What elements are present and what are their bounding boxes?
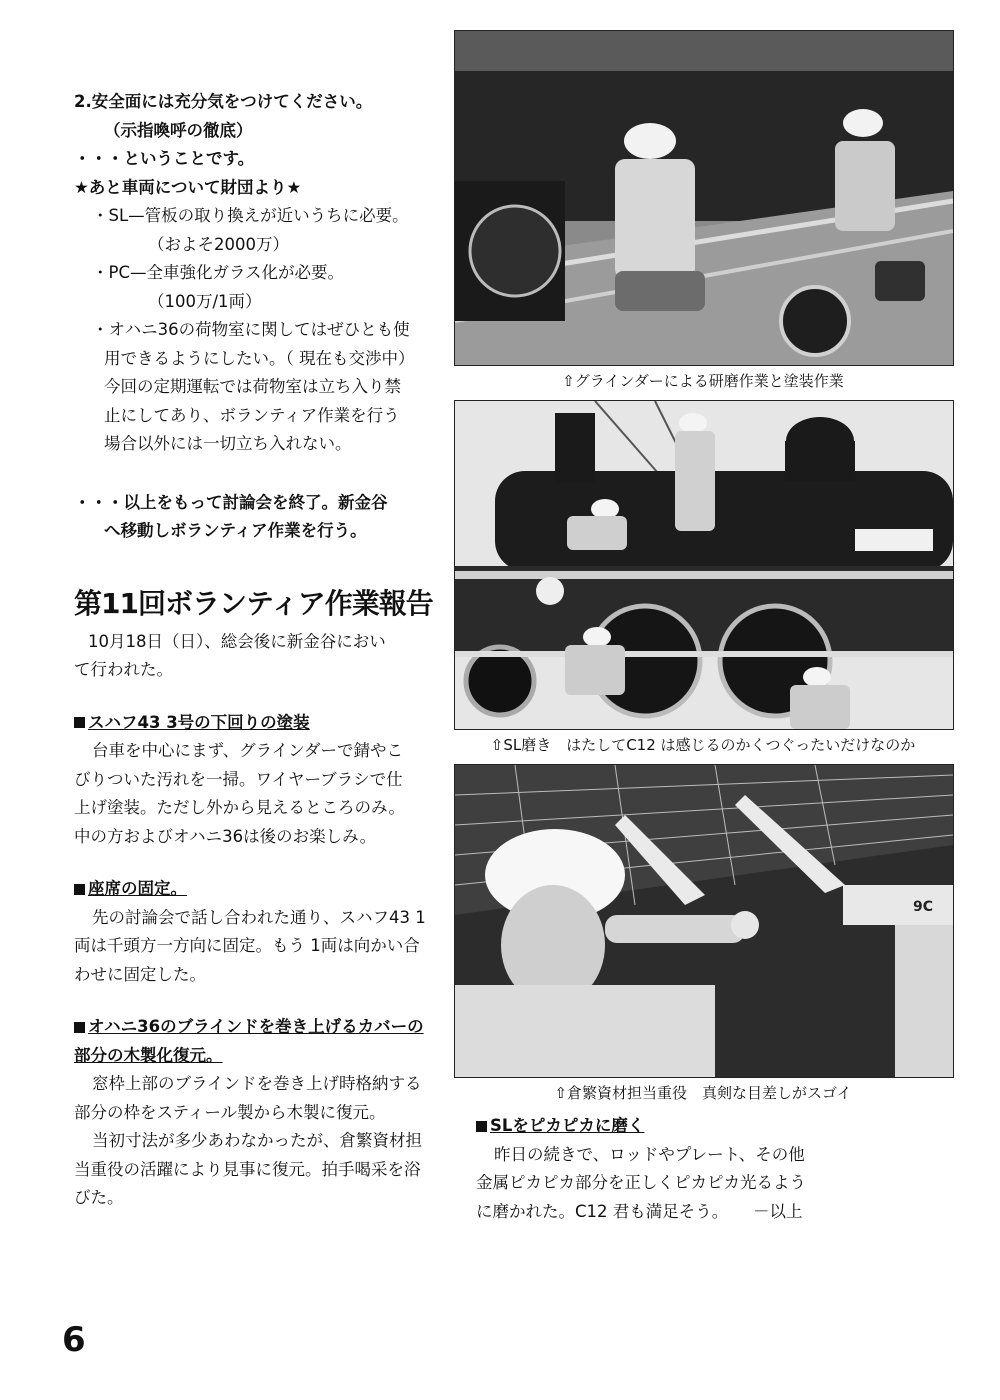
safety-note: （示指喚呼の徹底）: [104, 120, 253, 140]
section-sl-polish-text-1: 昨日の続きで、ロッドやプレート、その他: [494, 1144, 805, 1164]
section-blind-text-3: 当初寸法が多少あわなかったが、倉繁資材担: [92, 1131, 422, 1150]
sl-item: ・SL—管板の取り換えが近いうちに必要。: [92, 206, 409, 225]
grinding-photo-illustration: [455, 31, 953, 365]
pc-cost: （100万/1両）: [148, 291, 262, 311]
caption-materials-officer: ⇧倉繁資材担当重役 真剣な目差しがスゴイ: [554, 1084, 852, 1102]
section-blind-text-2: 部分の枠をスティール製から木製に復元。: [74, 1102, 386, 1122]
square-bullet-icon: [476, 1121, 487, 1132]
pc-item: ・PC—全車強化ガラス化が必要。: [92, 263, 344, 282]
worker-photo-illustration: [455, 765, 953, 1077]
section-seat-heading: 座席の固定。: [74, 875, 444, 904]
report-title: 第11回ボランティア作業報告: [74, 586, 433, 620]
ohani-item-1: ・オハニ36の荷物室に関してはぜひとも使: [92, 320, 410, 339]
section-suhafu-heading: スハフ43 3号の下回りの塗装: [74, 709, 444, 738]
intro-line-2: て行われた。: [74, 660, 173, 679]
square-bullet-icon: [74, 1022, 85, 1033]
page-number: 6: [62, 1320, 86, 1360]
square-bullet-icon: [74, 717, 85, 728]
photo-sl-polishing: [454, 400, 954, 730]
section-sl-polish-text-2: 金属ピカピカ部分を正しくピカピカ光るよう: [476, 1173, 806, 1192]
section-blind-text-5: びた。: [74, 1188, 124, 1207]
closing-line-1: ・・・以上をもって討論会を終了。新金谷: [74, 492, 388, 512]
caption-sl-polishing: ⇧SL磨き はたしてC12 は感じるのかくつぐったいだけなのか: [490, 736, 916, 754]
square-bullet-icon: [74, 884, 85, 895]
section-blind-text-4: 当重役の活躍により見事に復元。拍手喝采を浴: [74, 1159, 421, 1179]
locomotive-photo-illustration: [455, 401, 953, 729]
left-column: [74, 88, 444, 1213]
ohani-item-5: 場合以外には一切立ち入れない。: [104, 434, 352, 453]
intro-line-1: 10月18日（日）、総会後に新金谷におい: [88, 631, 386, 651]
ohani-item-3: 今回の定期運転では荷物室は立ち入り禁: [104, 377, 401, 396]
section-seat-text-3: わせに固定した。: [74, 964, 206, 984]
ohani-item-4: 止にしてあり、ボランティア作業を行う: [104, 405, 400, 425]
section-suhafu-text-3: 上げ塗装。ただし外から見えるところのみ。: [74, 798, 405, 817]
ohani-item-2: 用できるようにしたい。（ 現在も交渉中）: [104, 348, 415, 368]
section-suhafu-text-2: びりついた汚れを一掃。ワイヤーブラシで仕: [74, 769, 403, 789]
section-sl-polish: [476, 1112, 952, 1226]
sl-cost: （およそ2000万）: [148, 234, 289, 254]
section-blind-heading-2: 部分の木製化復元。: [74, 1045, 223, 1065]
section-blind-text-1: 窓枠上部のブラインドを巻き上げ時格納する: [92, 1074, 422, 1093]
section-seat-text-1: 先の討論会で話し合われた通り、スハフ43 1: [92, 907, 426, 927]
photo-grinding: [454, 30, 954, 366]
right-column: [454, 30, 952, 1226]
caption-grinding: ⇧グラインダーによる研磨作業と塗装作業: [562, 372, 844, 390]
photo-materials-officer: [454, 764, 954, 1078]
car-number-plate: 9C: [912, 899, 933, 915]
section-seat-text-2: 両は千頭方一方向に固定。もう 1両は向かい合: [74, 936, 420, 955]
summary-line: ・・・ということです。: [74, 149, 255, 168]
closing-line-2: へ移動しボランティア作業を行う。: [104, 521, 367, 540]
section-sl-polish-text-3: に磨かれた。C12 君も満足そう。 －以上: [476, 1201, 803, 1221]
section-sl-polish-heading: SLをピカピカに磨く: [476, 1112, 952, 1141]
section-suhafu-text-4: 中の方およびオハニ36は後のお楽しみ。: [74, 826, 377, 846]
section-suhafu-text-1: 台車を中心にまず、グラインダーで錆やこ: [92, 741, 404, 760]
vehicle-heading: ★あと車両について財団より★: [74, 177, 302, 197]
section-blind-heading: オハニ36のブラインドを巻き上げるカバーの: [74, 1013, 444, 1042]
safety-line: 2.安全面には充分気をつけてください。: [74, 92, 373, 111]
